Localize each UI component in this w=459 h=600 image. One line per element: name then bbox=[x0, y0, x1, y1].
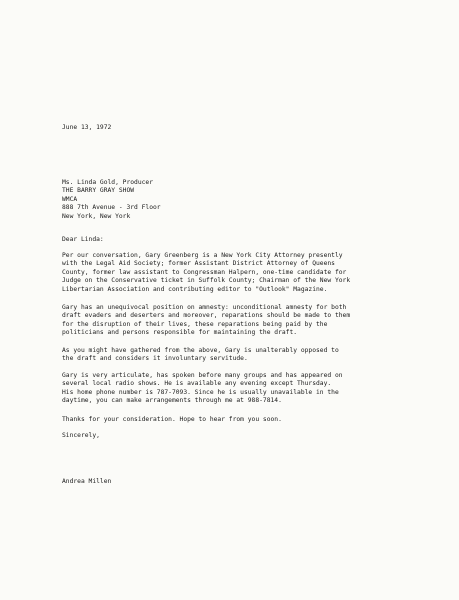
paragraph-3 bbox=[62, 347, 339, 364]
paragraph-line: Gary has an unequivocal position on amnesty: unconditional amnesty for both bbox=[62, 304, 347, 311]
letter-date bbox=[62, 124, 111, 132]
paragraph-line: for the disruption of their lives, these reparations being paid by the bbox=[62, 320, 328, 328]
paragraph-4 bbox=[62, 372, 343, 406]
paragraph-line: politicians and persons responsible for maintaining the draft. bbox=[62, 329, 298, 337]
address-line-city: New York, New York bbox=[62, 212, 131, 220]
recipient-address bbox=[62, 179, 161, 221]
paragraph-1 bbox=[62, 252, 350, 294]
address-line-name: Ms. Linda Gold, Producer bbox=[62, 179, 153, 186]
paragraph-line: with the Legal Aid Society; former Assistant District Attorney of Queens bbox=[62, 260, 335, 268]
paragraph-line: several local radio shows. He is available any evening except Thursday. bbox=[62, 380, 332, 388]
paragraph-line: His home phone number is 787-7093. Since he is usually unavailable in the bbox=[62, 388, 339, 396]
thanks-line bbox=[62, 416, 282, 424]
thanks-text: Thanks for your consideration. Hope to hear from you soon. bbox=[62, 416, 282, 423]
signer-name bbox=[62, 478, 111, 486]
address-line-station: WMCA bbox=[62, 195, 78, 203]
date-line: June 13, 1972 bbox=[62, 124, 112, 131]
salutation-line: Dear Linda: bbox=[62, 236, 104, 243]
paragraph-line: Libertarian Association and contributing editor to "Outlook" Magazine. bbox=[62, 285, 328, 293]
closing-text: Sincerely, bbox=[62, 432, 100, 439]
address-line-street: 888 7th Avenue - 3rd Floor bbox=[62, 204, 161, 212]
paragraph-line: Gary is very articulate, has spoken before many groups and has appeared on bbox=[62, 372, 343, 379]
paragraph-line: Per our conversation, Gary Greenberg is a New York City Attorney presently bbox=[62, 252, 343, 259]
paragraph-2 bbox=[62, 304, 350, 338]
paragraph-line: daytime, you can make arrangements through me at 988-7814. bbox=[62, 397, 282, 405]
complimentary-close bbox=[62, 432, 100, 440]
address-line-show: THE BARRY GRAY SHOW bbox=[62, 187, 135, 195]
paragraph-line: draft evaders and deserters and moreover, reparations should be made to them bbox=[62, 312, 351, 320]
paragraph-line: Judge on the Conservative ticket in Suffolk County; Chairman of the New York bbox=[62, 277, 351, 285]
paragraph-line: County, former law assistant to Congressman Halpern, one-time candidate for bbox=[62, 268, 347, 276]
salutation bbox=[62, 236, 104, 244]
signer-text: Andrea Millen bbox=[62, 478, 112, 485]
paragraph-line: As you might have gathered from the above, Gary is unalterably opposed to bbox=[62, 347, 339, 354]
paragraph-line: the draft and considers it involuntary servitude. bbox=[62, 355, 248, 363]
